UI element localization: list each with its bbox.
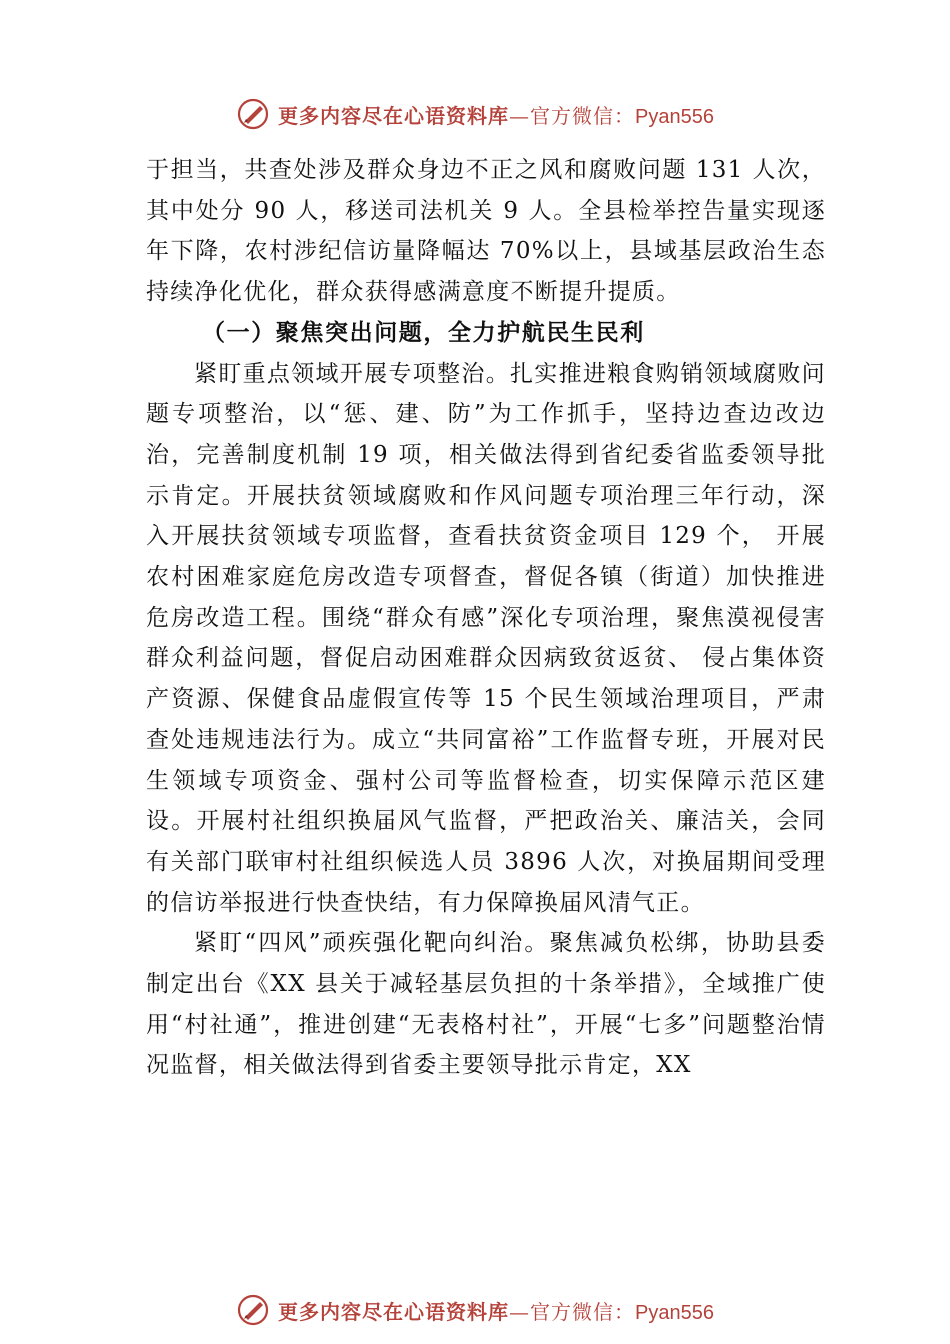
banner-separator: — bbox=[509, 103, 531, 128]
footer-banner bbox=[0, 1290, 950, 1330]
document-body bbox=[146, 150, 826, 1086]
paragraph-special-rectification: 紧盯重点领域开展专项整治。扎实推进粮食购销领域腐败问题专项整治，以“惩、建、防”为工作抓手，坚持边查边改边治，完善制度机制 19 项，相关做法得到省纪委省监委领导批示肯定。开展扶贫领域腐败和作风问题专项治理三年行动，深入开展扶贫领域专项监督，查看扶贫资金项目 129 个， 开展农村困难家庭危房改造专项督查，督促各镇（街道）加快推进危房改造工程。围绕“群众有感”深化专项治理，聚焦漠视侵害群众利益问题，督促启动困难群众因病致贫返贫、 侵占集体资产资源、保健食品虚假宣传等 15 个民生领域治理项目，严肃查处违规违法行为。成立“共同富裕”工作监督专班，开展对民生领域专项资金、强村公司等监督检查，切实保障示范区建设。开展村社组织换届风气监督，严把政治关、廉洁关，会同有关部门联审村社组织候选人员 3896 人次，对换届期间受理的信访举报进行快查快结，有力保障换届风清气正。 bbox=[146, 360, 826, 916]
banner-text bbox=[278, 1296, 714, 1325]
banner-wechat-id: Pyan556 bbox=[635, 105, 714, 128]
pen-stamp-logo-icon bbox=[236, 1293, 270, 1327]
paragraph-four-winds: 紧盯“四风”顽疾强化靶向纠治。聚焦减负松绑，协助县委制定出台《XX 县关于减轻基层负担的十条举措》，全域推广使用“村社通”，推进创建“无表格村社”，开展“七多”问题整治情况监督，相关做法得到省委主要领导批示肯定，XX bbox=[146, 930, 826, 1079]
banner-wechat-id: Pyan556 bbox=[635, 1301, 714, 1324]
banner-text bbox=[278, 100, 714, 129]
banner-brand: 更多内容尽在心语资料库 bbox=[278, 1299, 510, 1324]
paragraph-continued: 于担当，共查处涉及群众身边不正之风和腐败问题 131 人次，其中处分 90 人，移送司法机关 9 人。全县检举控告量实现逐年下降，农村涉纪信访量降幅达 70%以上，县域基层政治生态持续净化优化，群众获得感满意度不断提升提质。 bbox=[146, 157, 826, 306]
banner-label: 官方微信： bbox=[530, 1299, 636, 1324]
pen-stamp-logo-icon bbox=[236, 97, 270, 131]
banner-separator: — bbox=[509, 1299, 531, 1324]
section-heading: （一）聚焦突出问题，全力护航民生民利 bbox=[202, 318, 645, 346]
header-banner bbox=[0, 94, 950, 134]
banner-label: 官方微信： bbox=[530, 103, 636, 128]
banner-brand: 更多内容尽在心语资料库 bbox=[278, 103, 510, 128]
